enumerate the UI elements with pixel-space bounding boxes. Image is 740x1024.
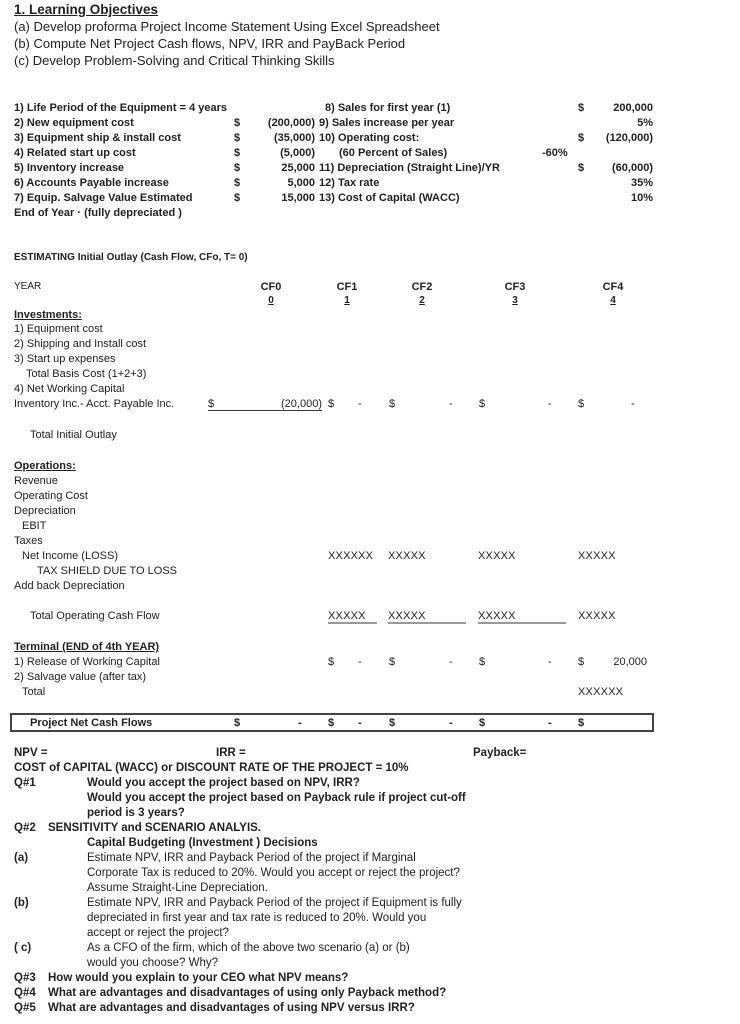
column-year: 2	[419, 295, 425, 306]
operations-heading: Operations:	[14, 460, 76, 472]
row-label: 3) Start up expenses	[14, 353, 116, 365]
nwc-cf4-value: -	[631, 398, 635, 410]
q4-tag: Q#4	[14, 987, 36, 999]
currency-symbol: $	[234, 147, 241, 159]
input-value: 35%	[630, 177, 653, 189]
input-label: 13) Cost of Capital (WACC)	[319, 192, 460, 204]
irr-label: IRR =	[216, 747, 246, 759]
payback-label: Payback=	[473, 747, 527, 759]
input-label: 6) Accounts Payable increase	[14, 177, 169, 189]
total-op-cf2: XXXXX	[388, 610, 466, 624]
net-income-cf2: XXXXX	[388, 550, 426, 562]
input-value: (200,000)	[267, 117, 315, 129]
input-value: 10%	[630, 192, 653, 204]
ncf-cf3: -	[548, 717, 552, 729]
release-cf1: -	[358, 656, 362, 668]
release-cf2: -	[449, 656, 453, 668]
input-label: 5) Inventory increase	[14, 162, 125, 174]
currency-symbol: $	[234, 117, 241, 129]
row-label: Revenue	[14, 475, 59, 487]
row-label: 2) Shipping and Install cost	[14, 338, 147, 350]
currency-symbol: $	[234, 162, 241, 174]
currency-symbol: $	[578, 132, 585, 144]
column-year: 1	[344, 295, 350, 306]
objective-c: (c) Develop Problem-Solving and Critical Thinking Skills	[14, 53, 335, 68]
input-label: 12) Tax rate	[319, 177, 380, 189]
currency-symbol: $	[389, 717, 396, 729]
total-op-cf4: XXXXX	[578, 610, 616, 622]
nwc-cf1-value: -	[358, 398, 362, 410]
input-label: (60 Percent of Sales)	[339, 147, 448, 159]
year-label: YEAR	[14, 281, 42, 292]
nwc-cf3-value: -	[548, 398, 552, 410]
q5-tag: Q#5	[14, 1002, 36, 1014]
q2a-line: Assume Straight-Line Depreciation.	[87, 882, 268, 894]
row-label: Operating Cost	[14, 490, 88, 502]
q1-line: Would you accept the project based on Payback rule if project cut-off	[87, 792, 466, 804]
q2c-tag: ( c)	[14, 942, 32, 954]
currency-symbol: $	[389, 656, 396, 668]
input-label: 4) Related start up cost	[14, 147, 136, 159]
row-label: TAX SHIELD DUE TO LOSS	[37, 565, 177, 577]
row-label: EBIT	[22, 520, 47, 532]
currency-symbol: $	[578, 102, 585, 114]
input-label: 2) New equipment cost	[14, 117, 134, 129]
q2c-line: As a CFO of the firm, which of the above two scenario (a) or (b)	[87, 942, 410, 954]
total-operating-cf-label: Total Operating Cash Flow	[30, 610, 160, 622]
currency-symbol: $	[208, 398, 215, 410]
column-header: CF4	[602, 281, 624, 293]
nwc-cf2-value: -	[449, 398, 453, 410]
currency-symbol: $	[328, 398, 335, 410]
input-label: 8) Sales for first year (1)	[325, 102, 451, 114]
q2b-line: depreciated in first year and tax rate is reduced to 20%. Would you	[87, 912, 427, 924]
q2-subtitle: Capital Budgeting (Investment ) Decisions	[87, 837, 318, 849]
input-label: 10) Operating cost:	[319, 132, 420, 144]
row-label: 1) Equipment cost	[14, 323, 103, 335]
currency-symbol: $	[578, 162, 585, 174]
q2c-line: would you choose? Why?	[87, 957, 219, 969]
column-year: 0	[268, 295, 274, 306]
row-label: Depreciation	[14, 505, 76, 517]
column-year: 4	[610, 295, 616, 306]
input-value: 200,000	[613, 102, 653, 114]
q2-title: SENSITIVITY and SCENARIO ANALYIS.	[48, 822, 262, 834]
currency-symbol: $	[328, 656, 335, 668]
column-header: CF1	[336, 281, 358, 293]
currency-symbol: $	[234, 192, 241, 204]
objective-b: (b) Compute Net Project Cash flows, NPV, IRR and PayBack Period	[14, 36, 406, 51]
q4-text: What are advantages and disadvantages of using only Payback method?	[48, 987, 447, 999]
q1-line: period is 3 years?	[87, 807, 185, 819]
row-label: Total Basis Cost (1+2+3)	[26, 368, 147, 380]
input-value: 25,000	[281, 162, 315, 174]
input-label: 1) Life Period of the Equipment = 4 years	[14, 102, 228, 114]
objective-a: (a) Develop proforma Project Income Statement Using Excel Spreadsheet	[14, 19, 440, 34]
wacc-line: COST of CAPITAL (WACC) or DISCOUNT RATE OF THE PROJECT = 10%	[14, 762, 409, 774]
currency-symbol: $	[578, 717, 585, 729]
q2a-line: Corporate Tax is reduced to 20%. Would you accept or reject the project?	[87, 867, 460, 879]
column-header: CF0	[260, 281, 282, 293]
column-header: CF3	[504, 281, 526, 293]
operating-cost-pct: -60%	[542, 147, 568, 159]
currency-symbol: $	[234, 717, 241, 729]
input-value: (5,000)	[280, 147, 315, 159]
q2-tag: Q#2	[14, 822, 36, 834]
ncf-cf1: -	[358, 717, 362, 729]
input-label: 7) Equip. Salvage Value Estimated	[14, 192, 193, 204]
total-initial-outlay-label: Total Initial Outlay	[30, 429, 117, 441]
input-label: End of Year · (fully depreciated )	[14, 207, 182, 219]
currency-symbol: $	[234, 132, 241, 144]
total-op-cf1: XXXXX	[328, 610, 377, 624]
input-value: 15,000	[281, 192, 315, 204]
q2a-line: Estimate NPV, IRR and Payback Period of the project if Marginal	[87, 852, 416, 864]
q2b-line: accept or reject the project?	[87, 927, 229, 939]
input-value: (35,000)	[274, 132, 315, 144]
row-label: Net Income (LOSS)	[22, 550, 118, 562]
input-value: (120,000)	[605, 132, 653, 144]
section-title: 1. Learning Objectives	[14, 2, 159, 17]
net-income-cf4: XXXXX	[578, 550, 616, 562]
currency-symbol: $	[479, 398, 486, 410]
column-year: 3	[512, 295, 518, 306]
currency-symbol: $	[389, 398, 396, 410]
q3-tag: Q#3	[14, 972, 36, 984]
input-value: (60,000)	[612, 162, 653, 174]
net-income-cf1: XXXXXX	[328, 550, 374, 562]
q1-tag: Q#1	[14, 777, 36, 789]
currency-symbol: $	[328, 717, 335, 729]
terminal-total-cf4: XXXXXX	[578, 686, 624, 698]
estimating-title: ESTIMATING Initial Outlay (Cash Flow, CFo, T= 0)	[14, 252, 248, 263]
input-value: 5,000	[287, 177, 315, 189]
row-label: 4) Net Working Capital	[14, 383, 125, 395]
currency-symbol: $	[479, 656, 486, 668]
row-label: Add back Depreciation	[14, 580, 125, 592]
row-label: 1) Release of Working Capital	[14, 656, 160, 668]
row-label: 2) Salvage value (after tax)	[14, 671, 147, 683]
q2b-line: Estimate NPV, IRR and Payback Period of the project if Equipment is fully	[87, 897, 462, 909]
column-header: CF2	[411, 281, 433, 293]
currency-symbol: $	[578, 656, 585, 668]
release-cf4: 20,000	[613, 656, 647, 668]
total-op-cf3: XXXXX	[478, 610, 566, 624]
ncf-cf0: -	[298, 717, 302, 729]
input-label: 9) Sales increase per year	[319, 117, 455, 129]
q2a-tag: (a)	[14, 852, 29, 864]
row-label: Total	[22, 686, 46, 698]
q2b-tag: (b)	[14, 897, 29, 909]
net-cash-flows-label: Project Net Cash Flows	[30, 717, 153, 729]
terminal-heading: Terminal (END of 4th YEAR)	[14, 641, 160, 653]
q5-text: What are advantages and disadvantages of using NPV versus IRR?	[48, 1002, 415, 1014]
input-label: 11) Depreciation (Straight Line)/YR	[319, 162, 500, 174]
input-value: 5%	[637, 117, 653, 129]
input-label: 3) Equipment ship & install cost	[14, 132, 181, 144]
row-label: Inventory Inc.- Acct. Payable Inc.	[14, 398, 175, 410]
ncf-cf2: -	[449, 717, 453, 729]
row-label: Taxes	[14, 535, 43, 547]
net-income-cf3: XXXXX	[478, 550, 516, 562]
q1-line: Would you accept the project based on NPV, IRR?	[87, 777, 360, 789]
nwc-cf0-value: (20,000)	[281, 398, 322, 410]
q3-text: How would you explain to your CEO what NPV means?	[48, 972, 349, 984]
currency-symbol: $	[234, 177, 241, 189]
npv-label: NPV =	[14, 747, 48, 759]
investments-heading: Investments:	[14, 309, 82, 321]
currency-symbol: $	[578, 398, 585, 410]
currency-symbol: $	[479, 717, 486, 729]
release-cf3: -	[548, 656, 552, 668]
